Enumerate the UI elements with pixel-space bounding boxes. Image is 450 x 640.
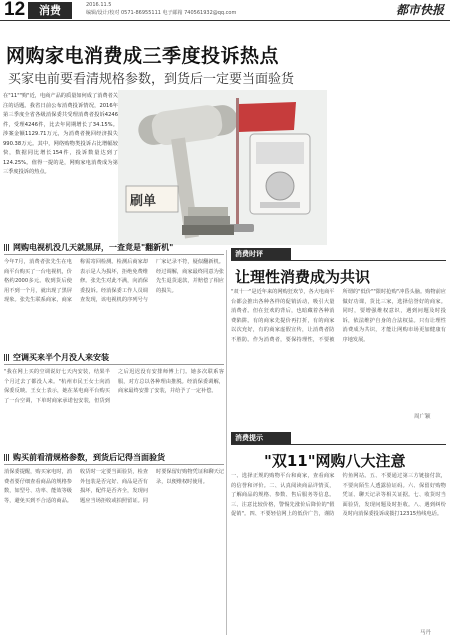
section-title-ac: [4, 352, 226, 363]
masthead-logo: 都市快报: [395, 3, 444, 17]
section-title-tips-text: 购买前看清规格参数，到货后记得当面验货: [13, 453, 165, 462]
book-stack: [182, 207, 234, 235]
product-box: [250, 134, 310, 214]
comment-body: "双十一"是近年来的网购狂欢节，各大电商平台都会推出各种各样的促销活动，吸引大量消费者。但在狂欢的背后，也暗藏着各种消费陷阱。有的商家先提价再打折，有的商家以次充好，有的商家虚假宣传，让消费者防不胜防。作为消费者，要保持理性，不要被所谓的"低价""限时抢购"冲昏头脑。购物前应做好功课，货比三家，选择信誉好的商家。同时，要增强维权意识，遇到问题及时投诉，依法维护自身的合法权益。只有让理性消费成为共识，才能让网购市场更加健康有序地发展。: [231, 289, 446, 343]
section-marker-icon: [4, 244, 10, 251]
section-rule: [4, 364, 224, 365]
comment-author: 周广颖: [414, 414, 431, 420]
section-tag: 消费: [28, 2, 72, 19]
sub-headline: 买家电前要看清规格参数，到货后一定要当面验货: [8, 72, 295, 87]
column-tag-tips: 消费提示: [231, 432, 291, 444]
column-tag-comment: 消费时评: [231, 248, 291, 260]
section-title-tv: [4, 242, 226, 253]
section-marker-icon: [4, 354, 10, 361]
main-headline: 网购家电消费成三季度投诉热点: [6, 45, 280, 67]
section-title-tips: [4, 452, 226, 463]
section-marker-icon: [4, 454, 10, 461]
page-header: [0, 0, 450, 20]
header-divider: [0, 20, 450, 21]
article-ac-body: "我在网上买的空调说好七天内安装，结果半个月过去了都没人来。"杭州市民王女士向消保委反映。王女士表示，她在某电商平台购买了一台空调，下单时商家承诺包安装，但货到之后迟迟没有安排师傅上门。她多次联系客服，对方总以各种理由推脱。经消保委调解，商家最终安排了安装，并给予了一定补偿。: [4, 369, 224, 404]
illustration-photo: [118, 90, 327, 245]
section-title-ac-text: 空调买来半个月没人来安装: [13, 353, 109, 362]
column-divider: [226, 250, 227, 635]
section-rule: [231, 260, 446, 261]
tips-body: 一、选择正规的购物平台和商家，查看商家的信誉和评价。二、认真阅读商品详情页，了解商品的规格、参数、售后服务等信息。三、注意比较价格，警惕先涨价后降价的"假促销"。四、不要轻信网上的低价广告，谨防钓鱼网站。五、不要通过第三方链接付款，不要向陌生人透露验证码。六、保留好购物凭证、聊天记录等相关证据。七、收货时当面验货，发现问题及时拒收。八、遇到纠纷及时向消保委投诉或拨打12315热线电话。: [231, 473, 446, 518]
comment-title: 让理性消费成为共识: [235, 268, 371, 286]
section-title-tv-text: 网购电视机没几天就黑屏，一查竟是"翻新机": [13, 243, 174, 252]
article-tv-body: 今年7月，消费者张先生在电商平台购买了一台电视机，价格约2000多元。收到货后使用不到一个月，就出现了黑屏现象。张先生联系商家，商家称需寄回检测。检测后商家却表示是人为损坏，拒绝免费维修。张先生对此不满，向消保委投诉。经消保委工作人员调查发现，该电视机的序列号与厂家记录不符，疑似翻新机。经过调解，商家最终同意为张先生退货退款，并赔偿了相应的损失。: [4, 259, 224, 304]
page-number: 12: [4, 0, 26, 20]
article-tips-body: 消保委提醒，购买家电时，消费者要仔细查看商品的规格参数，如型号、功率、能效等级等，避免买到不合适的商品。收货时一定要当面验货，检查外包装是否完好、商品是否有损坏，配件是否齐全，发现问题应当场拒收或拍照留证。同时要保留好购物凭证和聊天记录，以便维权时使用。: [4, 469, 224, 504]
illustration-svg: [118, 90, 327, 245]
intro-text: 在"11""购"近，电商产品的质量如何成了消费者关注的话题。我省日前公布消费投诉情况，2016年第三季度全省各级消保委共受理消费者投诉4246件，受理4246件，比去年同期增长了34.15%。涉案金额1129.71万元，为消费者挽回经济损失990.38万元。其中，网络购物类投诉占比增幅较快，数据同比增长154件，投诉数量达到了124.25%。值得一提的是，网购家电消费成为第三季度投诉的热点。: [3, 93, 118, 175]
section-rule: [231, 444, 446, 445]
photo-sign-text: 刷单: [130, 194, 157, 209]
section-rule: [4, 254, 224, 255]
section-rule: [4, 464, 224, 465]
tips-author: 马丹: [420, 630, 432, 636]
issue-date: 2016.11.5: [86, 2, 112, 8]
editor-info: 编辑/设计/校对 0571-86955111 电子邮箱 740561932@qq.com: [86, 10, 237, 16]
intro-block: [3, 92, 118, 244]
tips-title: "双11"网购八大注意: [264, 452, 406, 470]
